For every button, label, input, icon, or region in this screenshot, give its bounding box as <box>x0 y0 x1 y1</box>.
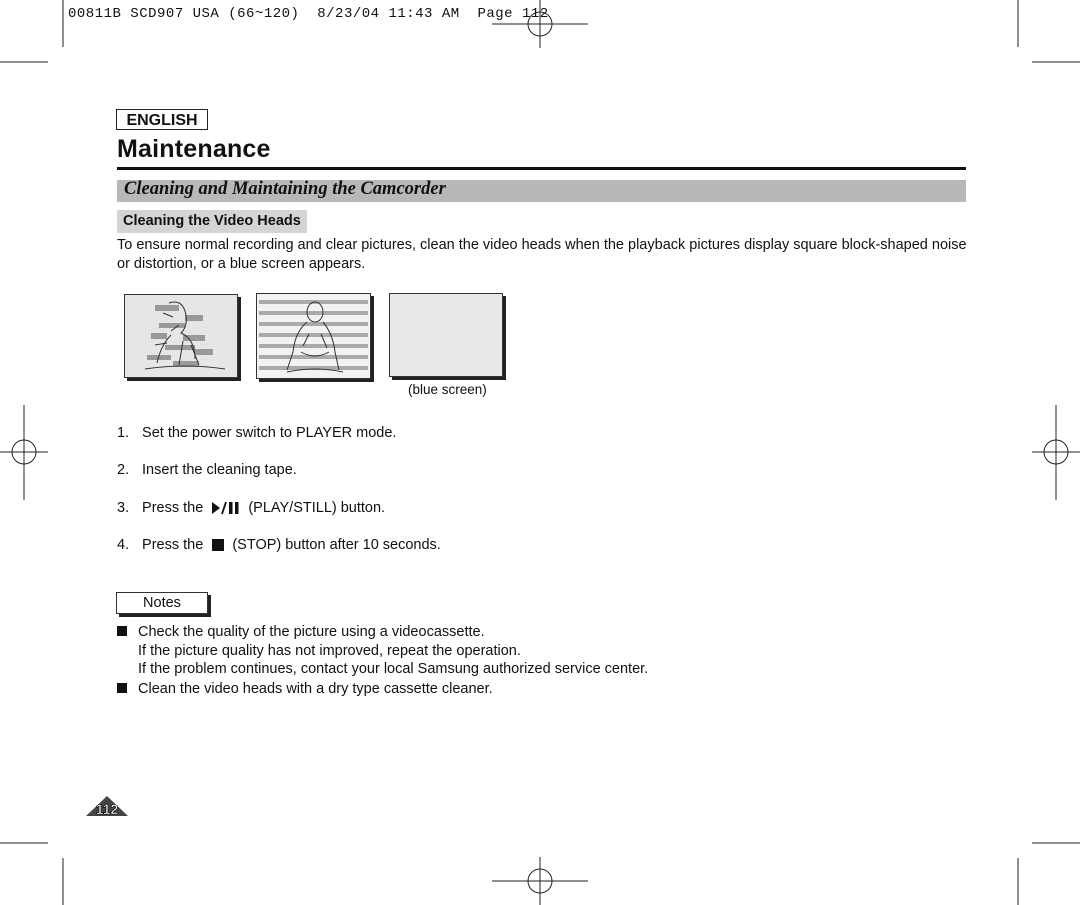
line-noise-illustration <box>256 293 371 379</box>
print-slug: 00811B SCD907 USA (66~120) 8/23/04 11:43 AM Page 112 <box>68 6 549 22</box>
step-3 <box>117 500 385 516</box>
step-text-pre: Press the <box>142 537 204 553</box>
step-4 <box>117 537 441 553</box>
note-line: Clean the video heads with a dry type cassette cleaner. <box>138 681 493 697</box>
notes-label: Notes <box>116 592 208 614</box>
step-2 <box>117 462 297 478</box>
page-number-badge <box>85 795 129 817</box>
note-line: Check the quality of the picture using a videocassette. <box>138 624 485 640</box>
section-title: Cleaning and Maintaining the Camcorder <box>124 179 446 199</box>
step-text: Set the power switch to PLAYER mode. <box>142 425 397 441</box>
blue-screen-caption: (blue screen) <box>408 382 487 397</box>
step-number: 4. <box>117 537 130 553</box>
square-bullet-icon <box>117 683 127 693</box>
step-number: 2. <box>117 462 130 478</box>
registration-mark-left <box>0 405 48 500</box>
stop-icon <box>211 538 225 552</box>
step-1 <box>117 425 396 441</box>
blue-screen-illustration <box>389 293 503 377</box>
intro-paragraph: To ensure normal recording and clear pictures, clean the video heads when the playback pictures display square block-shaped noise or distortion, or a blue screen appears. <box>117 237 967 272</box>
step-text: Insert the cleaning tape. <box>142 462 297 478</box>
step-number: 1. <box>117 425 130 441</box>
note-line: If the problem continues, contact your local Samsung authorized service center. <box>138 661 649 677</box>
registration-mark-bottom <box>492 857 588 905</box>
note-item-2 <box>117 680 493 699</box>
page-title: Maintenance <box>117 135 271 163</box>
note-line: If the picture quality has not improved, repeat the operation. <box>138 642 521 659</box>
page-number: 112 <box>95 801 119 817</box>
title-rule <box>117 167 966 170</box>
square-bullet-icon <box>117 626 127 636</box>
play-pause-icon <box>211 501 241 515</box>
subsection-title: Cleaning the Video Heads <box>117 210 307 233</box>
step-text-pre: Press the <box>142 500 204 516</box>
language-badge: ENGLISH <box>116 109 208 130</box>
note-item-1 <box>117 623 648 679</box>
step-number: 3. <box>117 500 130 516</box>
step-text-post: (STOP) button after 10 seconds. <box>232 537 441 553</box>
block-noise-illustration <box>124 294 238 378</box>
step-text-post: (PLAY/STILL) button. <box>248 500 386 516</box>
registration-mark-right <box>1032 405 1080 500</box>
